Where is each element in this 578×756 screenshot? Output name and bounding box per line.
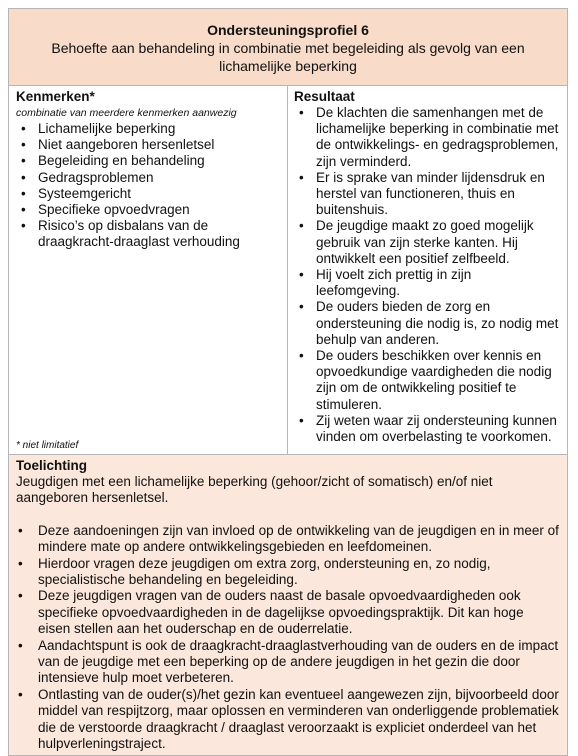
list-item: • De ouders beschikken over kennis en opvoedkundige vaardigheden die nodig zijn om de ontwikkeling positief te stimuleren. (294, 348, 559, 413)
list-item: • Zij weten waar zij ondersteuning kunnen vinden om overbelasting te voorkomen. (294, 413, 559, 445)
resultaat-cell (288, 86, 567, 454)
list-item: • Risico’s op disbalans van de draagkracht-draaglast verhouding (16, 218, 281, 250)
list-item: • Specifieke opvoedvragen (16, 202, 281, 218)
list-item: • De jeugdige maakt zo goed mogelijk gebruik van zijn sterke kanten. Hij ontwikkelt een positief zelfbeeld. (294, 218, 559, 267)
footnote: * niet limitatief (16, 440, 79, 451)
list-item: • Aandachtspunt is ook de draagkracht-draaglastverhouding van de ouders en de impact van de jeugdige met een beperking op de andere jeugdigen in het gezin die door intensieve hulp moet verbeteren. (16, 638, 559, 687)
profile-header (9, 9, 567, 86)
kenmerken-cell (9, 86, 288, 454)
profile-subtitle: Behoefte aan behandeling in combinatie met begeleiding als gevolg van een lichamelijke beperking (51, 40, 525, 74)
toelichting-list (16, 523, 559, 753)
list-item: • Systeemgericht (16, 186, 281, 202)
resultaat-list (294, 105, 559, 445)
list-item: • Begeleiding en behandeling (16, 153, 281, 169)
list-item: • De ouders bieden de zorg en ondersteuning die nodig is, zo nodig met behulp van anderen. (294, 299, 559, 348)
list-item: • Gedragsproblemen (16, 170, 281, 186)
list-item: • Hierdoor vragen deze jeugdigen om extra zorg, ondersteuning en, zo nodig, specialistische behandeling en begeleiding. (16, 556, 559, 589)
list-item: • Er is sprake van minder lijdensdruk en herstel van functioneren, thuis en buitenshuis. (294, 170, 559, 219)
kenmerken-heading: Kenmerken* (16, 89, 95, 104)
list-item: • Hij voelt zich prettig in zijn leefomgeving. (294, 267, 559, 299)
kenmerken-note: combinatie van meerdere kenmerken aanwezig (16, 107, 237, 119)
list-item: • Niet aangeboren hersenletsel (16, 137, 281, 153)
list-item: • Deze aandoeningen zijn van invloed op de ontwikkeling van de jeugdigen en in meer of mindere mate op andere ontwikkelingsgebieden en leefdomeinen. (16, 523, 559, 556)
toelichting-cell (9, 455, 567, 755)
list-item: • Deze jeugdigen vragen van de ouders naast de basale opvoedvaardigheden ook specifieke opvoedvaardigheden in de dagelijkse opvoedingspraktijk. Dit kan hoge eisen stellen aan het ouderschap en de ouderrelatie. (16, 588, 559, 637)
toelichting-intro: Jeugdigen met een lichamelijke beperking (gehoor/zicht of somatisch) en/of niet aangeboren hersenletsel. (16, 474, 493, 506)
list-item: • Ontlasting van de ouder(s)/het gezin kan eventueel aangewezen zijn, bijvoorbeeld door middel van respijtzorg, maar oplossen en verminderen van onderliggende problematiek die de verstoorde draagkracht / draaglast veroorzaakt is expliciet onderdeel van het hulpverleningstraject. (16, 687, 559, 753)
toelichting-heading: Toelichting (16, 458, 87, 473)
list-item: • Lichamelijke beperking (16, 121, 281, 137)
resultaat-heading: Resultaat (294, 89, 355, 104)
profile-title: Ondersteuningsprofiel 6 (207, 22, 369, 38)
profile-table (8, 8, 568, 756)
two-column-row (9, 86, 567, 455)
list-item: • De klachten die samenhangen met de lichamelijke beperking in combinatie met de ontwikkelings- en gedragsproblemen, zijn verminderd. (294, 105, 559, 170)
kenmerken-list (16, 121, 281, 251)
